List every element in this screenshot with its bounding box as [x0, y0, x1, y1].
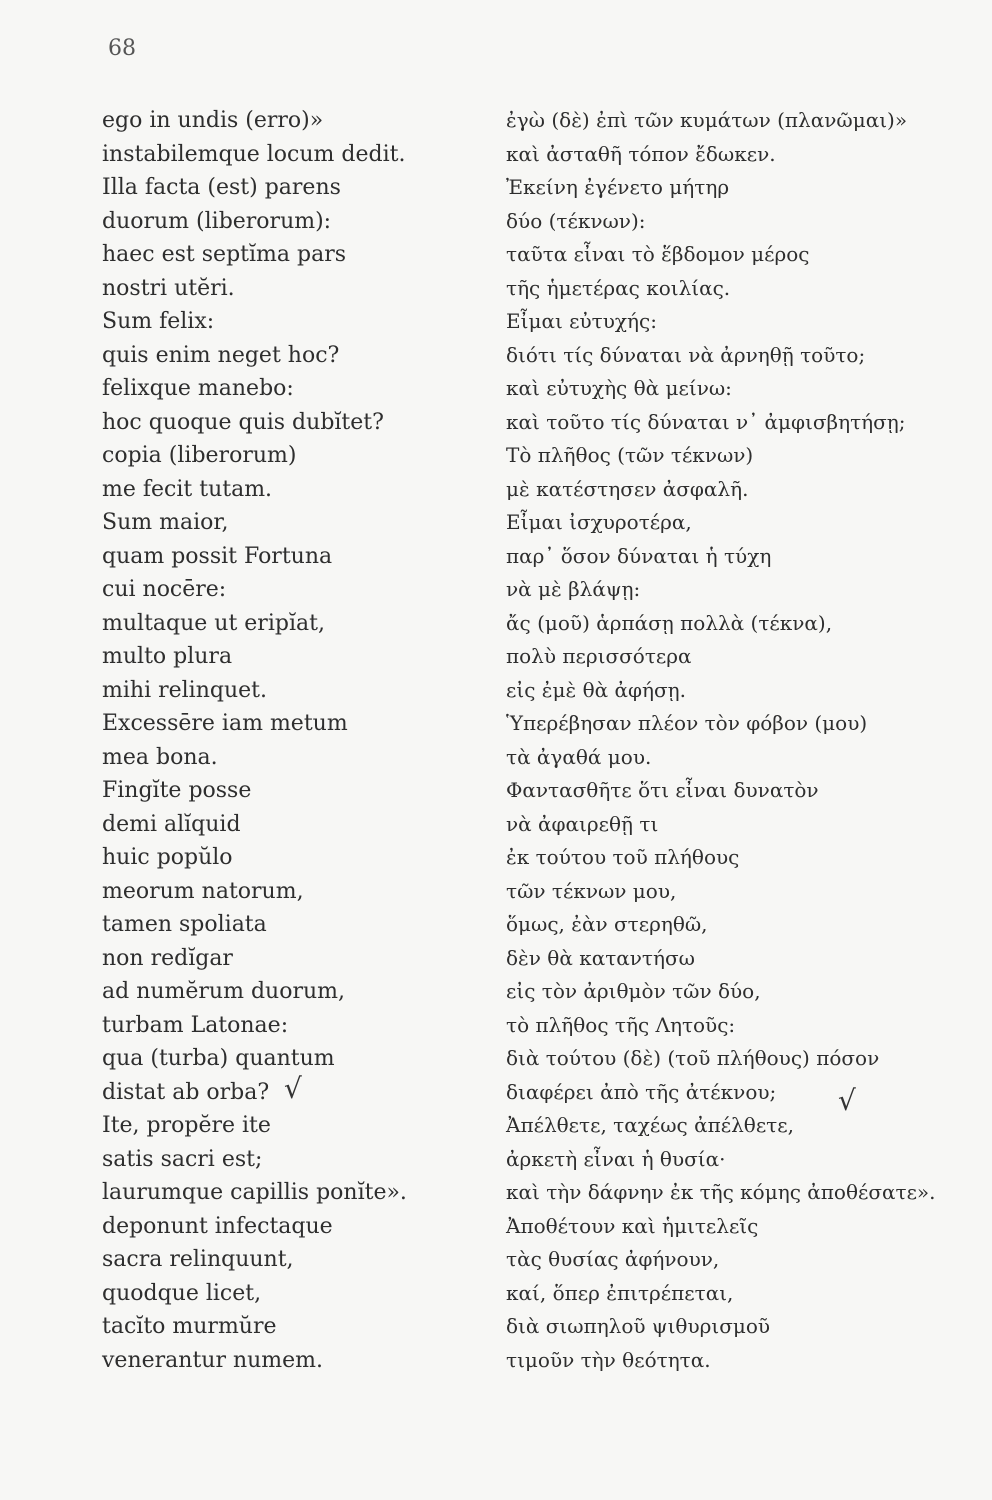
greek-line: Ἀποθέτουν καὶ ἡμιτελεῖς — [506, 1213, 759, 1238]
latin-line: ego in undis (erro)» — [102, 108, 324, 133]
latin-line: ad numĕrum duorum, — [102, 979, 345, 1004]
latin-line: multaque ut eripĭat, — [102, 610, 325, 636]
greek-line: εἰς τὸν ἀριθμὸν τῶν δύο, — [506, 979, 761, 1003]
greek-line: καὶ τὴν δάφνην ἐκ τῆς κόμης ἀποθέσατε». — [506, 1180, 936, 1204]
latin-line: turbam Latonae: — [102, 1012, 289, 1038]
greek-line: Φαντασθῆτε ὅτι εἶναι δυνατὸν — [506, 778, 819, 802]
checkmark-latin: √ — [284, 1072, 302, 1105]
greek-line: Ὑπερέβησαν πλέον τὸν φόβον (μου) — [506, 711, 868, 735]
latin-line: Fingĭte posse — [102, 778, 252, 803]
greek-line: διὰ σιωπηλοῦ ψιθυρισμοῦ — [506, 1314, 771, 1338]
greek-line: ἀρκετὴ εἶναι ἡ θυσία· — [506, 1146, 726, 1171]
greek-line: πολὺ περισσότερα — [506, 644, 692, 668]
greek-line: τιμοῦν τὴν θεότητα. — [506, 1347, 711, 1372]
latin-line: huic popŭlo — [102, 845, 233, 870]
greek-line: Εἶμαι εὐτυχής: — [506, 309, 657, 333]
greek-line: μὲ κατέστησεν ἀσφαλῆ. — [506, 476, 749, 501]
latin-line: qua (turba) quantum — [102, 1046, 335, 1071]
latin-line: mihi relinquet. — [102, 677, 267, 703]
latin-line: instabilemque locum dedit. — [102, 141, 406, 167]
latin-line: Sum maior, — [102, 510, 229, 535]
greek-line: διὰ τούτου (δὲ) (τοῦ πλήθους) πόσον — [506, 1046, 880, 1070]
greek-line: δύο (τέκνων): — [506, 208, 646, 233]
latin-line: copia (liberorum) — [102, 443, 297, 468]
latin-line: felixque manebo: — [102, 376, 294, 401]
greek-line: εἰς ἐμὲ θὰ ἀφήσῃ. — [506, 677, 686, 702]
latin-line: me fecit tutam. — [102, 476, 273, 502]
greek-line: Εἶμαι ἰσχυροτέρα, — [506, 510, 692, 534]
greek-line: δὲν θὰ καταντήσω — [506, 945, 695, 970]
latin-line: Illa facta (est) parens — [102, 175, 341, 200]
checkmark-greek: √ — [838, 1084, 856, 1117]
greek-line: ὅμως, ἐὰν στερηθῶ, — [506, 912, 708, 936]
latin-line: mea bona. — [102, 744, 218, 770]
latin-line: nostri utĕri. — [102, 275, 235, 301]
latin-line: non redĭgar — [102, 945, 233, 971]
latin-line: Ite, propĕre ite — [102, 1113, 271, 1138]
greek-line: τὰ ἀγαθά μου. — [506, 744, 652, 769]
latin-line: satis sacri est; — [102, 1146, 263, 1172]
latin-line: demi alĭquid — [102, 811, 241, 837]
greek-line: τὰς θυσίας ἀφήνουν, — [506, 1247, 720, 1271]
latin-line: quam possit Fortuna — [102, 543, 333, 569]
page-number: 68 — [108, 36, 136, 61]
latin-line: meorum natorum, — [102, 878, 304, 904]
greek-line: Ἐκείνη ἐγένετο μήτηρ — [506, 175, 730, 199]
latin-line: tamen spoliata — [102, 912, 267, 937]
latin-line: tacĭto murmŭre — [102, 1314, 277, 1339]
latin-line: sacra relinquunt, — [102, 1247, 294, 1272]
greek-line: τὸ πλῆθος τῆς Λητοῦς: — [506, 1012, 736, 1037]
greek-line: καὶ ἀσταθῆ τόπον ἔδωκεν. — [506, 141, 776, 166]
greek-line: καί, ὅπερ ἐπιτρέπεται, — [506, 1280, 734, 1305]
greek-line: Τὸ πλῆθος (τῶν τέκνων) — [506, 443, 754, 467]
greek-line: νὰ μὲ βλάψῃ: — [506, 577, 641, 601]
latin-line: haec est septĭma pars — [102, 242, 347, 267]
greek-line: νὰ ἀφαιρεθῇ τι — [506, 811, 659, 836]
greek-line: ἐκ τούτου τοῦ πλήθους — [506, 845, 740, 869]
latin-line: distat ab orba? — [102, 1079, 270, 1105]
latin-column — [102, 104, 472, 1377]
greek-line: ταῦτα εἶναι τὸ ἕβδομον μέρος — [506, 242, 810, 266]
latin-line: quodque licet, — [102, 1280, 262, 1306]
greek-line: ἐγὼ (δὲ) ἐπὶ τῶν κυμάτων (πλανῶμαι)» — [506, 108, 908, 132]
latin-line: deponunt infectaque — [102, 1213, 333, 1239]
greek-line: διότι τίς δύναται νὰ ἀρνηθῇ τοῦτο; — [506, 342, 866, 367]
latin-line: duorum (liberorum): — [102, 208, 332, 234]
latin-line: cui nocēre: — [102, 577, 227, 602]
latin-line: Sum felix: — [102, 309, 215, 334]
greek-line: παρ᾽ ὅσον δύναται ἡ τύχη — [506, 543, 772, 568]
latin-line: multo plura — [102, 644, 233, 669]
greek-line: ἄς (μοῦ) ἁρπάσῃ πολλὰ (τέκνα), — [506, 610, 833, 635]
latin-line: quis enim neget hoc? — [102, 342, 340, 368]
latin-line: laurumque capillis ponĭte». — [102, 1180, 407, 1205]
greek-line: διαφέρει ἀπὸ τῆς ἀτέκνου; — [506, 1079, 777, 1104]
latin-line: Excessēre iam metum — [102, 711, 348, 736]
greek-line: τῶν τέκνων μου, — [506, 878, 677, 903]
greek-line: καὶ τοῦτο τίς δύναται ν᾽ ἀμφισβητήσῃ; — [506, 409, 906, 434]
latin-line: hoc quoque quis dubĭtet? — [102, 409, 384, 435]
greek-column — [506, 104, 966, 1377]
greek-line: τῆς ἡμετέρας κοιλίας. — [506, 275, 731, 300]
latin-line: venerantur numem. — [102, 1347, 324, 1373]
greek-line: Ἀπέλθετε, ταχέως ἀπέλθετε, — [506, 1113, 794, 1137]
greek-line: καὶ εὐτυχὴς θὰ μείνω: — [506, 376, 732, 400]
